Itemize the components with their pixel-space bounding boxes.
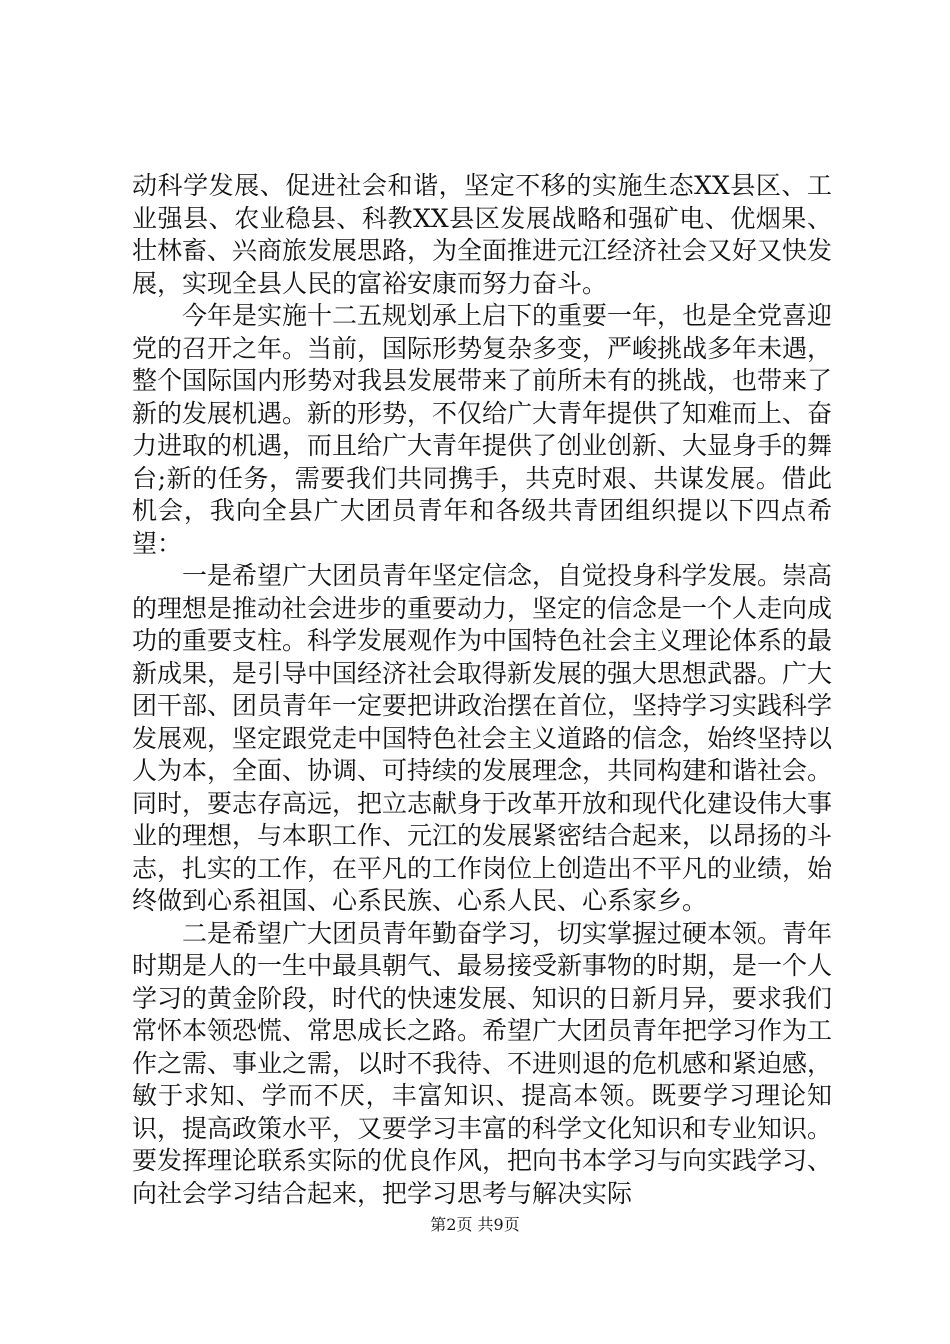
page-number-footer: 第2页 共9页 (430, 1215, 520, 1234)
paragraph-hope-one: 一是希望广大团员青年坚定信念，自觉投身科学发展。崇高的理想是推动社会进步的重要动力，坚定的信念是一个人走向成功的重要支柱。科学发展观作为中国特色社会主义理论体系的最新成果，是引导中国经济社会取得新发展的强大思想武器。广大团干部、团员青年一定要把讲政治摆在首位，坚持学习实践科学发展观，坚定跟党走中国特色社会主义道路的信念，始终坚持以人为本，全面、协调、可持续的发展理念，共同构建和谐社会。同时，要志存高远，把立志献身于改革开放和现代化建设伟大事业的理想，与本职工作、元江的发展紧密结合起来，以昂扬的斗志，扎实的工作，在平凡的工作岗位上创造出不平凡的业绩，始终做到心系祖国、心系民族、心系人民、心系家乡。 (132, 561, 833, 915)
paragraph-hope-two: 二是希望广大团员青年勤奋学习，切实掌握过硬本领。青年时期是人的一生中最具朝气、最易接受新事物的时期，是一个人学习的黄金阶段，时代的快速发展、知识的日新月异，要求我们常怀本领恐慌、常思成长之路。希望广大团员青年把学习作为工作之需、事业之需，以时不我待、不进则退的危机感和紧迫感，敏于求知、学而不厌，丰富知识、提高本领。既要学习理论知识，提高政策水平，又要学习丰富的科学文化知识和专业知识。要发挥理论联系实际的优良作风，把向书本学习与向实践学习、向社会学习结合起来，把学习思考与解决实际 (132, 918, 833, 1208)
paragraph-continuation: 动科学发展、促进社会和谐，坚定不移的实施生态XX县区、工业强县、农业稳县、科教XX县区发展战略和强矿电、优烟果、壮林畜、兴商旅发展思路，为全面推进元江经济社会又好又快发展，实现全县人民的富裕安康而努力奋斗。 (132, 171, 833, 298)
document-body (132, 170, 832, 1210)
paragraph-year-context: 今年是实施十二五规划承上启下的重要一年，也是全党喜迎党的召开之年。当前，国际形势复杂多变，严峻挑战多年未遇，整个国际国内形势对我县发展带来了前所未有的挑战，也带来了新的发展机遇。新的形势，不仅给广大青年提供了知难而上、奋力进取的机遇，而且给广大青年提供了创业创新、大显身手的舞台;新的任务，需要我们共同携手，共克时艰、共谋发展。借此机会，我向全县广大团员青年和各级共青团组织提以下四点希望： (132, 301, 833, 558)
